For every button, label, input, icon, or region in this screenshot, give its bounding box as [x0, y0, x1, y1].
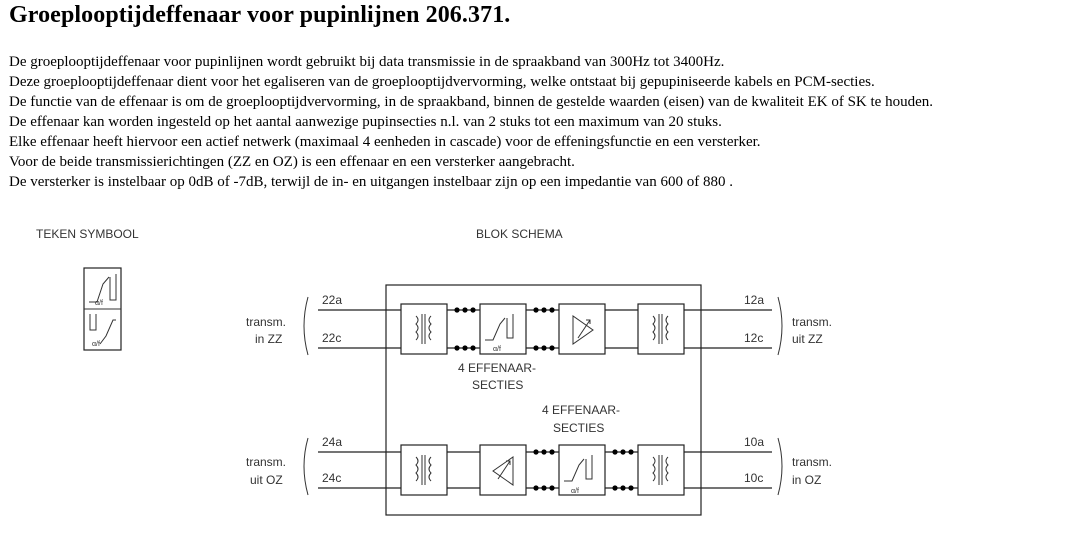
description-line-4: De effenaar kan worden ingesteld op het aantal aanwezige pupinsecties n.l. van 2 stuks tot een maximum van 20 stuks.	[9, 114, 722, 130]
bottom-row	[246, 403, 832, 495]
bottom-left-transm: transm.	[246, 455, 287, 469]
transformer-out-top	[638, 304, 684, 354]
bottom-left-direction: uit OZ	[250, 473, 283, 487]
transformer-in-bottom	[401, 445, 447, 495]
description-line-3: De functie van de effenaar is om de groeplooptijdvervorming, in de spraakband, binnen de gestelde waarden (eisen) van de kwaliteit EK of SK te houden.	[9, 94, 934, 110]
symbol-mark-bottom: α/f	[92, 341, 100, 348]
pin-10a: 10a	[744, 435, 765, 449]
amplifier-top	[559, 304, 605, 354]
bottom-right-transm: transm.	[792, 455, 833, 469]
right-brace-bottom	[778, 438, 782, 495]
effenaar-section-bottom	[559, 445, 605, 495]
top-left-transm: transm.	[246, 315, 287, 329]
transformer-in-top	[401, 304, 447, 354]
pin-24c: 24c	[322, 471, 342, 485]
transformer-out-bottom	[638, 445, 684, 495]
pin-12c: 12c	[744, 331, 764, 345]
description-line-5: Elke effenaar heeft hiervoor een actief netwerk (maximaal 4 eenheden in cascade) voor de effeningsfunctie en een versterker.	[9, 134, 761, 150]
top-sections-label-1: 4 EFFENAAR-	[458, 361, 537, 375]
description-line-2: Deze groeplooptijdeffenaar dient voor het egaliseren van de groeplooptijdvervorming, welke ontstaat bij gepupiniseerde kabels en PCM-secties.	[9, 74, 875, 90]
amplifier-bottom	[480, 445, 526, 495]
teken-symbool-label: TEKEN SYMBOOL	[36, 227, 139, 241]
description-line-7: De versterker is instelbaar op 0dB of -7dB, terwijl de in- en uitgangen instelbaar zijn op een impedantie van 600 of 880 .	[9, 174, 733, 190]
top-left-direction: in ZZ	[255, 332, 283, 346]
effenaar-mark-top: α/f	[493, 346, 501, 353]
blok-schema-label: BLOK SCHEMA	[476, 227, 563, 241]
top-row	[246, 293, 832, 392]
left-brace-top	[304, 297, 308, 355]
pin-22a: 22a	[322, 293, 343, 307]
description-line-1: De groeplooptijdeffenaar voor pupinlijnen wordt gebruikt bij data transmissie in de spraakband van 300Hz tot 3400Hz.	[9, 54, 725, 70]
bottom-right-direction: in OZ	[792, 473, 822, 487]
top-right-transm: transm.	[792, 315, 833, 329]
description-line-6: Voor de beide transmissierichtingen (ZZ en OZ) is een effenaar en een versterker aangebracht.	[9, 154, 575, 170]
description-paragraph	[9, 52, 933, 192]
bottom-sections-label-1: 4 EFFENAAR-	[542, 403, 621, 417]
effenaar-section-top	[480, 304, 526, 354]
pin-12a: 12a	[744, 293, 765, 307]
page-title: Groeplooptijdeffenaar voor pupinlijnen 206.371.	[9, 2, 511, 28]
top-sections-label-2: SECTIES	[472, 378, 524, 392]
pin-24a: 24a	[322, 435, 343, 449]
pin-10c: 10c	[744, 471, 764, 485]
teken-symbool	[84, 268, 121, 350]
block-diagram	[0, 210, 1086, 534]
bottom-sections-label-2: SECTIES	[553, 421, 605, 435]
pin-22c: 22c	[322, 331, 342, 345]
effenaar-mark-bottom: α/f	[571, 488, 579, 495]
top-right-direction: uit ZZ	[792, 332, 823, 346]
symbol-mark-top: α/f	[95, 300, 103, 307]
right-brace-top	[778, 297, 782, 355]
left-brace-bottom	[304, 438, 308, 495]
